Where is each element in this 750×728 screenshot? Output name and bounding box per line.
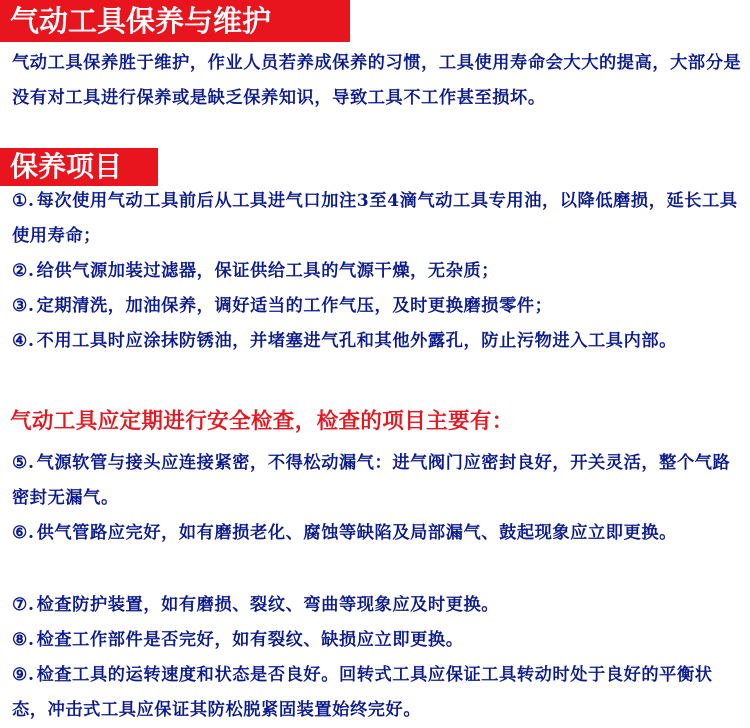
item-number: ⑥. — [12, 523, 35, 543]
item-text: 检查工作部件是否完好，如有裂纹、缺损应立即更换。 — [36, 630, 464, 650]
maintenance-item-4 — [12, 324, 744, 359]
item-number: ⑧. — [12, 630, 35, 650]
maintenance-item-1 — [12, 184, 744, 254]
inspection-item-6 — [12, 516, 744, 551]
item-number: ①. — [12, 191, 35, 211]
inspection-heading: 气动工具应定期进行安全检查，检查的项目主要有： — [10, 409, 514, 434]
item-text: 检查防护装置，如有磨损、裂纹、弯曲等现象应及时更换。 — [36, 595, 500, 615]
item-number: ⑦. — [12, 595, 35, 615]
item-text: 定期清洗，加油保养，调好适当的工作气压，及时更换磨损零件； — [36, 296, 553, 316]
item-number: ②. — [12, 261, 35, 281]
inspection-item-8 — [12, 623, 744, 658]
item-text: 气源软管与接头应连接紧密，不得松动漏气：进气阀门应密封良好，开关灵活，整个气路密封无漏气。 — [12, 453, 731, 508]
maintenance-item-2 — [12, 254, 744, 289]
inspection-item-5 — [12, 446, 744, 516]
item-text: 给供气源加装过滤器，保证供给工具的气源干燥，无杂质； — [36, 261, 500, 281]
intro-paragraph: 气动工具保养胜于维护，作业人员若养成保养的习惯，工具使用寿命会大大的提高，大部分是没有对工具进行保养或是缺乏保养知识，导致工具不工作甚至损坏。 — [12, 53, 742, 108]
item-text: 检查工具的运转速度和状态是否良好。回转式工具应保证工具转动时处于良好的平衡状态，冲击式工具应保证其防松脱紧固装置始终完好。 — [12, 665, 713, 720]
page-title: 气动工具保养与维护 — [0, 0, 350, 42]
maintenance-item-3 — [12, 289, 744, 324]
item-number: ⑤. — [12, 453, 35, 473]
item-text: 每次使用气动工具前后从工具进气口加注3至4滴气动工具专用油，以降低磨损，延长工具使用寿命； — [12, 191, 738, 246]
inspection-item-9 — [12, 658, 744, 728]
section-title: 保养项目 — [0, 148, 158, 186]
item-number: ④. — [12, 331, 35, 351]
item-text: 不用工具时应涂抹防锈油，并堵塞进气孔和其他外露孔，防止污物进入工具内部。 — [36, 331, 677, 351]
item-number: ③. — [12, 296, 35, 316]
inspection-item-7 — [12, 588, 744, 623]
item-text: 供气管路应完好，如有磨损老化、腐蚀等缺陷及局部漏气、鼓起现象应立即更换。 — [36, 523, 677, 543]
item-number: ⑨. — [12, 665, 35, 685]
